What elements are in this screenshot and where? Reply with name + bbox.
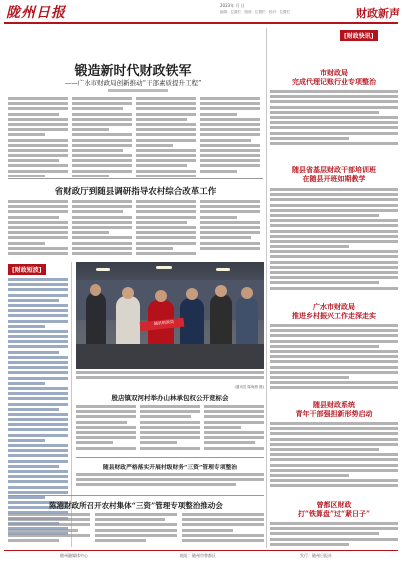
right-column-tag: [财政快讯] [340,30,378,41]
right-item-5-body [270,522,398,548]
date-line [220,3,290,9]
footer-mid: 地址：随州市曾都区 [180,553,216,558]
logo-text: 陇州日报 [6,5,66,21]
masthead-logo [6,2,96,24]
story5-headline: 陈港财政所召开农村集体“三资”管理专项整治推动会 [49,501,223,510]
editor-line [220,10,330,15]
story2-col-2 [72,200,132,258]
news-photo [76,262,264,369]
footer-right: 发行：随州日报社 [300,553,332,558]
story2-col-4 [200,200,260,258]
right-item-1-body [270,90,398,150]
main-subheadline: ——广水市财政局创新推动“干部素质提升工程” [64,79,202,87]
photo-caption [76,371,264,386]
photo-credit: (通讯员 陈海燕 摄) [234,385,264,389]
right-column-divider [266,28,267,548]
footer-rule [4,550,398,551]
right-item-2-body [270,188,398,298]
right-item-5-headline: 曾都区财政 打“铁算盘”过“紧日子” [297,500,371,518]
right-item-4-headline: 随县财政系统 青年干部强担新形势启动 [295,400,373,418]
separator-3 [8,495,264,496]
story3-col-2 [140,405,200,455]
story2-col-3 [136,200,196,258]
story4-body [76,473,264,493]
footer-left: 随州融媒体中心 [60,553,88,558]
photo-caption-tag: 随县财政局 [153,318,175,327]
date-text: 2023年 月 日 [220,3,245,8]
story2-col-1 [8,200,68,258]
section-title [320,2,400,21]
main-story-col-4 [200,97,260,177]
byline [108,89,168,92]
story3-col-3 [204,405,264,455]
main-story-col-2 [72,97,132,177]
story4-headline: 随县财政严格落实开展村级财务“三资”管理专项整治 [102,465,238,471]
story2-headline: 省财政厅到随县调研指导农村综合改革工作 [54,187,217,197]
masthead-rule [4,22,398,24]
editor-text: 编辑：位置栏 版面：位置栏 校对：位置栏 [220,10,290,14]
story3-headline: 殷店镇双河村举办山林承包权公开竞标会 [111,394,229,402]
right-item-1-headline: 市财政局 完成代理记账行业专项整治 [292,68,376,86]
story5-col-3 [182,513,264,547]
main-story-col-1 [8,97,68,177]
separator-1 [8,178,263,179]
main-headline: 锻造新时代财政铁军 [74,64,192,79]
story3-col-1 [76,405,136,455]
right-item-3-body [270,324,398,396]
story5-col-2 [95,513,177,547]
separator-2 [76,457,264,458]
right-item-3-headline: 广水市财政局 推进乡村振兴工作走深走实 [292,302,376,320]
right-item-4-body [270,422,398,497]
section-title-text: 财政新声 [356,7,400,20]
left-column-tag: [财政短波] [8,264,46,275]
right-item-2-headline: 随县省基层财政干部培训班 在随县开班如期教学 [292,165,376,183]
main-story-col-3 [136,97,196,177]
story5-col-1 [8,513,90,547]
